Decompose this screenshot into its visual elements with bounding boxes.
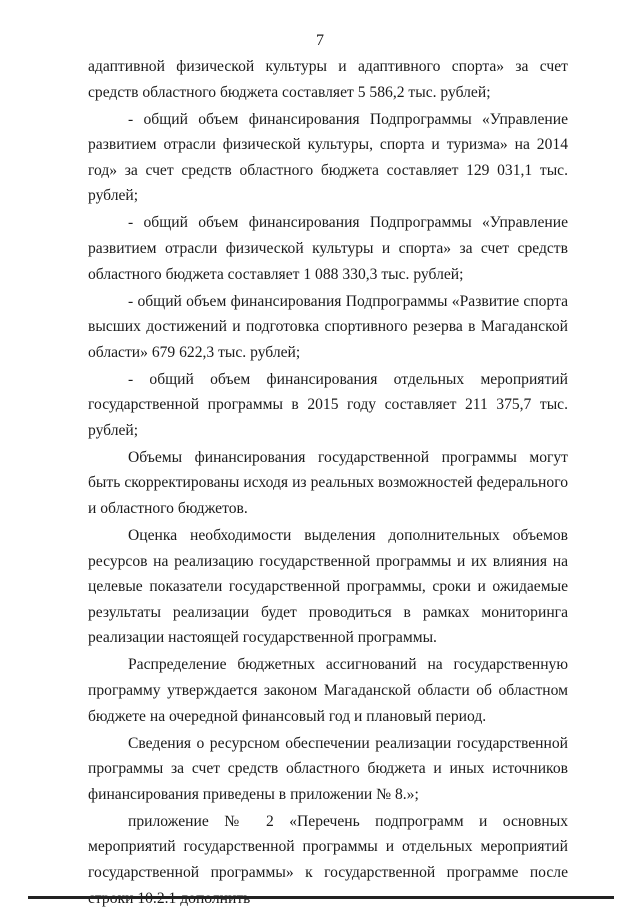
paragraph-financing-sport-tourism-2014: - общий объем финансирования Подпрограммы «Управление развитием отрасли физической культуры, спорта и туризма» на 2014 год» за счет средств областного бюджета составляет 129 031,1 тыс. рублей;	[88, 110, 568, 205]
paragraph-financing-adjustment: Объемы финансирования государственной программы могут быть скорректированы исходя из реальных возможностей федерального и областного бюджетов.	[88, 448, 568, 518]
paragraph-resource-information: Сведения о ресурсном обеспечении реализации государственной программы за счет средств областного бюджета и иных источников финансирования приведены в приложении № 8.»;	[88, 734, 568, 803]
paragraph-resource-assessment: Оценка необходимости выделения дополнительных объемов ресурсов на реализацию государственной программы и их влияния на целевые показатели государственной программы, сроки и ожидаемые результаты реализации будет проводиться в рамках мониторинга реализации настоящей государственной программы.	[88, 527, 568, 647]
document-body	[88, 54, 568, 911]
paragraph-financing-elite-sport: - общий объем финансирования Подпрограммы «Развитие спорта высших достижений и подготовка спортивного резерва в Магаданской области» 679 622,3 тыс. рублей;	[88, 292, 568, 361]
paragraph-budget-allocation: Распределение бюджетных ассигнований на государственную программу утверждается законом Магаданской области об областном бюджете на очередной финансовый год и плановый период.	[88, 656, 568, 725]
scan-bottom-edge	[28, 896, 614, 899]
page-number: 7	[316, 32, 324, 49]
paragraph-financing-separate-activities: - общий объем финансирования отдельных мероприятий государственной программы в 2015 году составляет 211 375,7 тыс. рублей;	[88, 370, 568, 439]
paragraph-continuation: адаптивной физической культуры и адаптивного спорта» за счет средств областного бюджета составляет 5 586,2 тыс. рублей;	[88, 58, 568, 101]
paragraph-appendix-2: приложение № 2 «Перечень подпрограмм и основных мероприятий государственной программы и отдельных мероприятий государственной программы» к государственной программе после	[88, 812, 568, 881]
paragraph-financing-sport-management: - общий объем финансирования Подпрограммы «Управление развитием отрасли физической культуры и спорта» за счет средств областного бюджета составляет 1 088 330,3 тыс. рублей;	[88, 214, 568, 283]
